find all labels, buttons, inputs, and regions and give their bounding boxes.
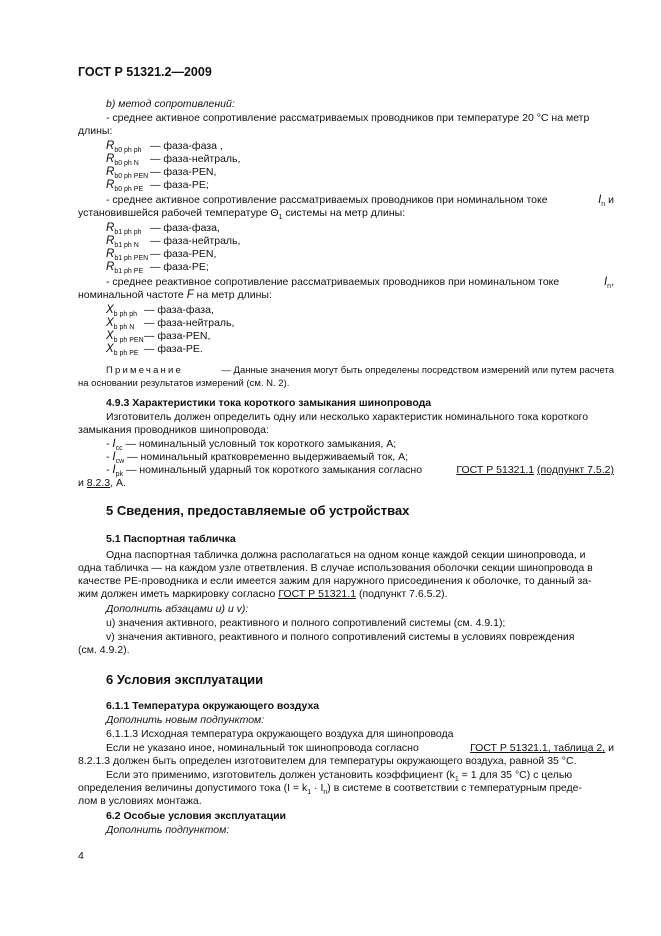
r0-row	[106, 179, 209, 193]
r1-row	[106, 222, 220, 236]
r1-subscript: b1 ph PE	[114, 268, 144, 275]
s51-para-text: жим должен иметь маркировку согласно	[78, 588, 276, 600]
x-subscript: b ph ph	[113, 311, 138, 318]
method-item2-tail2: системы на метр длины:	[282, 207, 406, 219]
standard-table-link[interactable]: ГОСТ Р 51321.1, таблица 2,	[470, 742, 606, 754]
current-symbol: I	[603, 276, 608, 288]
method-item3-tail2: на метр длины:	[196, 289, 272, 301]
s51-para-line1: Одна паспортная табличка должна располагаться на одном конце каждой секции шинопровода, и	[106, 549, 586, 561]
r0-symbol: R	[106, 153, 115, 165]
current-subscript: n	[323, 789, 328, 796]
r0-text: — фаза-PEN,	[150, 166, 217, 178]
r0-subscript: b0 ph N	[114, 160, 139, 167]
x-symbol: X	[106, 304, 114, 316]
s6-para2-conj: и	[608, 742, 614, 754]
r1-row	[106, 248, 217, 262]
current-symbol: I	[112, 438, 116, 450]
r1-text: — фаза-фаза,	[150, 222, 220, 234]
r0-row	[106, 153, 241, 167]
s493-unit: , А.	[110, 477, 126, 489]
s6-para3-line2	[78, 782, 582, 795]
section-6-1-1-title: 6.1.1 Температура окружающего воздуха	[106, 700, 320, 712]
r1-symbol: R	[106, 222, 115, 234]
s6-para2-text: Если не указано иное, номинальный ток шинопровода согласно	[106, 742, 419, 754]
r0-text: — фаза-PE;	[150, 179, 209, 191]
r0-row	[106, 140, 223, 154]
page-number: 4	[78, 850, 84, 862]
s6-para3-tail2: ) в системе в соответствии с температурным преде-	[327, 782, 582, 794]
s5-item-u: u) значения активного, реактивного и полного сопротивлений системы (см. 4.9.1);	[106, 617, 506, 629]
current-subscript: cc	[115, 445, 123, 452]
current-subscript: pk	[115, 471, 124, 478]
r0-symbol: R	[106, 179, 115, 191]
x-row	[106, 330, 211, 344]
k-subscript: 1	[307, 789, 312, 796]
s493-para-line1: Изготовитель должен определить одну или несколько характеристик номинального тока короткого	[106, 411, 589, 423]
method-item3-line1	[106, 276, 614, 289]
method-item3-text2: номинальной частоте	[78, 289, 184, 301]
s6-add-instruction: Дополнить новым подпунктом:	[106, 714, 265, 726]
s6-para2-line1	[106, 742, 614, 755]
r0-subscript: b0 ph ph	[114, 147, 142, 154]
section-6-2-title: 6.2 Особые условия эксплуатации	[106, 810, 286, 822]
r0-text: — фаза-нейтраль,	[150, 153, 241, 165]
r1-subscript: b1 ph ph	[114, 229, 142, 236]
current-symbol: I	[112, 464, 116, 476]
s493-item: - $I_{cw}$ — номинальный кратковременно выдерживаемый ток, А;	[106, 451, 409, 465]
r1-subscript: b1 ph N	[114, 242, 139, 249]
s5-item-v-line2: (см. 4.9.2).	[78, 644, 130, 656]
r1-symbol: R	[106, 235, 115, 247]
r0-subscript: b0 ph PEN	[114, 173, 149, 180]
x-subscript: b ph PEN	[113, 337, 144, 344]
subclause-link[interactable]: (подпункт 7.5.2)	[537, 464, 614, 476]
s493-item-text: — номинальный ударный ток короткого замыкания согласно	[123, 464, 423, 476]
s6-para3-line1	[106, 769, 572, 782]
s5-add-instruction: Дополнить абзацами u) и v):	[106, 603, 249, 615]
s6113-title: 6.1.1.3 Исходная температура окружающего воздуха для шинопровода	[106, 728, 454, 740]
standard-link[interactable]: ГОСТ Р 51321.1	[278, 588, 357, 600]
r1-text: — фаза-PE;	[150, 261, 209, 273]
r1-text: — фаза-нейтраль,	[150, 235, 241, 247]
method-item1-line1: - среднее активное сопротивление рассматриваемых проводников при температуре 20 °С на метр	[106, 112, 590, 124]
method-item3-line2	[78, 289, 272, 302]
section-4-9-3-title: 4.9.3 Характеристики тока короткого замыкания шинопровода	[106, 397, 432, 409]
s493-item-text: — номинальный кратковременно выдерживаемый ток, А;	[124, 451, 409, 463]
method-item3-tail: ,	[611, 276, 614, 288]
s493-para-line2: замыкания проводников шинопровода:	[78, 424, 269, 436]
r1-subscript: b1 ph PEN	[114, 255, 149, 262]
s6-para3-text2: определения величины допустимого тока (I = k	[78, 782, 308, 794]
s493-item: - $I_{pk}$ — номинальный ударный ток короткого замыкания согласно ГОСТ Р 51321.1 (подпункт 7.5.2)	[106, 464, 614, 478]
method-item2-text2: установившейся рабочей температуре Θ	[78, 207, 279, 219]
current-subscript: n	[601, 201, 606, 208]
r0-row	[106, 166, 217, 180]
note-line2: на основании результатов измерений (см. N. 2).	[78, 378, 290, 389]
method-item1-line2: длины:	[78, 125, 113, 137]
x-text: — фаза-PE.	[144, 343, 203, 355]
k-subscript: 1	[454, 776, 459, 783]
current-symbol: I	[598, 194, 602, 206]
x-row	[106, 317, 235, 331]
s51-para-tail: (подпункт 7.6.5.2).	[358, 588, 448, 600]
r1-symbol: R	[106, 261, 115, 273]
s493-item-text: — номинальный условный ток короткого замыкания, А;	[122, 438, 397, 450]
standard-link[interactable]: ГОСТ Р 51321.1	[456, 464, 535, 476]
r0-symbol: R	[106, 166, 115, 178]
s6-para3-line3: лом в условиях монтажа.	[78, 795, 202, 807]
x-row	[106, 343, 203, 357]
method-item3-text: - среднее реактивное сопротивление рассматриваемых проводников при номинальном токе	[106, 276, 560, 288]
s493-item-cont	[78, 477, 126, 490]
s51-para-line2: одна табличка — на каждом узле ответвления. В случае использования оболочки секции шинопровода в	[78, 562, 593, 574]
x-subscript: b ph PE	[113, 350, 139, 357]
r0-symbol: R	[106, 140, 115, 152]
s51-para-line3: качестве PE-проводника и если имеется зажим для наружного присоединения к оболочке, то данный за-	[78, 575, 592, 587]
x-text: — фаза-нейтраль,	[144, 317, 235, 329]
s493-item: - $I_{cc}$ — номинальный условный ток короткого замыкания, А;	[106, 438, 397, 452]
r1-text: — фаза-PEN,	[150, 248, 217, 260]
s62-add-instruction: Дополнить подпунктом:	[106, 824, 230, 836]
method-item2-text: - среднее активное сопротивление рассматриваемых проводников при номинальном токе	[106, 194, 548, 206]
r1-row	[106, 261, 209, 275]
current-subscript: cw	[115, 458, 125, 465]
s5-item-v-line1: v) значения активного, реактивного и полного сопротивлений системы в условиях повреждения	[106, 631, 575, 643]
section-6-title: 6 Условия эксплуатации	[106, 672, 264, 687]
r0-subscript: b0 ph PE	[114, 186, 144, 193]
s6-para3-tail: = 1 для 35 °С) с целью	[458, 769, 573, 781]
x-symbol: X	[106, 317, 114, 329]
note-text: — Данные значения могут быть определены посредством измерений или путем расчета	[221, 365, 614, 376]
theta-subscript: 1	[278, 214, 283, 221]
r0-text: — фаза-фаза ,	[150, 140, 223, 152]
method-title: b) метод сопротивлений:	[106, 98, 235, 110]
method-item2-line2	[78, 207, 405, 220]
x-symbol: X	[106, 343, 114, 355]
document-header: ГОСТ Р 51321.2—2009	[78, 65, 212, 79]
current-symbol: I	[112, 451, 116, 463]
current-subscript: n	[607, 283, 612, 290]
note-label: Примечание	[106, 365, 183, 376]
section-5-1-title: 5.1 Паспортная табличка	[106, 533, 236, 545]
s51-para-line4	[78, 588, 448, 601]
r1-row	[106, 235, 241, 249]
method-item2-line1	[106, 194, 614, 207]
r1-symbol: R	[106, 248, 115, 260]
s6-para3-mid: · I	[311, 782, 324, 794]
x-text: — фаза-фаза,	[144, 304, 214, 316]
section-5-title: 5 Сведения, предоставляемые об устройствах	[106, 503, 410, 518]
x-text: — фаза-PEN,	[144, 330, 211, 342]
s6-para3-text: Если это применимо, изготовитель должен установить коэффициент (k	[106, 769, 455, 781]
s6-para2-line2: 8.2.1.3 должен быть определен изготовителем для температуры окружающего воздуха, равной 35 °С.	[78, 755, 577, 767]
clause-link[interactable]: 8.2.3	[86, 477, 111, 489]
x-symbol: X	[106, 330, 114, 342]
x-subscript: b ph N	[113, 324, 135, 331]
note-line1	[106, 364, 614, 377]
method-item2-tail: и	[608, 194, 614, 206]
s493-conj: и	[78, 477, 84, 489]
frequency-symbol: F	[186, 289, 194, 301]
x-row	[106, 304, 214, 318]
